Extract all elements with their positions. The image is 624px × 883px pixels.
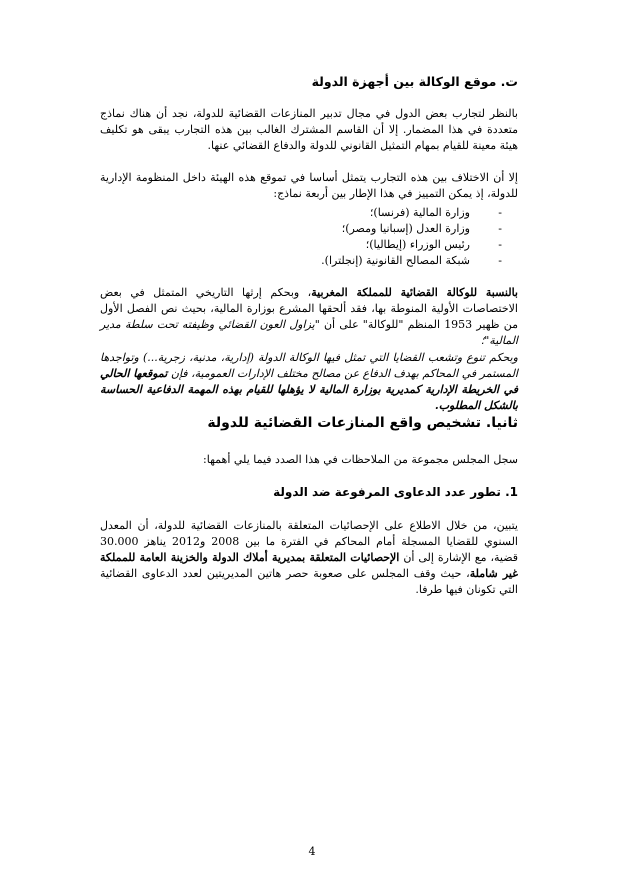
paragraph-intro: بالنظر لتجارب بعض الدول في مجال تدبير المنازعات القضائية للدولة، نجد أن هناك نماذج متعددة في هذا المضمار. إلا أن القاسم المشترك الغالب بين هذه التجارب يبقى هو تكليف هيئة معينة للقيام بمهام التمثيل القانوني للدولة والدفاع القضائي عنها. [100,107,518,152]
list-item: - وزارة المالية (فرنسا)؛ [369,206,502,219]
statistics-highlight: الإحصائيات المتعلقة بمديرية أملاك الدولة والخزينة العامة للمملكة غير شاملة [100,551,518,580]
statistics-text: يتبين، من خلال الاطلاع على الإحصائيات المتعلقة بالمنازعات القضائية للدولة، أن المعدل السنوي للقضايا المسجلة أمام المحاكم في الفترة ما بين 2008 و2012 يناهز 30.000 قضية، مع الإشارة إلى أن [100,519,519,564]
positioning-text: وبحكم تنوع وتشعب القضايا التي تمثل فيها الوكالة الدولة (إدارية، مدنية، زجرية...) وتواجدها المستمر في المحاكم بهدف الدفاع عن مصالح مختلف الإدارات العمومية، فإن [100,351,518,380]
paragraph-observations-intro: سجل المجلس مجموعة من الملاحظات في هذا الصدد فيما يلي أهمها: [203,453,518,466]
list-item: - وزارة العدل (إسبانيا ومصر)؛ [341,222,502,235]
page-number: 4 [308,845,316,858]
paragraph-morocco-agency [100,285,518,349]
section-t-heading: ت. موقع الوكالة بين أجهزة الدولة [311,74,518,89]
dahir-quote: "يزاول العون القضائي وظيفته تحت سلطة مدير المالية"؛ [100,318,518,347]
list-item: - رئيس الوزراء (إيطاليا)؛ [365,238,502,251]
paragraph-positioning [100,350,518,414]
paragraph-models-intro: إلا أن الاختلاف بين هذه التجارب يتمثل أساسا في تموقع هذه الهيئة داخل المنظومة الإدارية للدولة، إذ يمكن التمييز في هذا الإطار بين أربعة نماذج: [100,171,518,200]
statistics-conclusion: ، حيث وقف المجلس على صعوبة حصر هاتين المديريتين لعدد الدعاوى القضائية التي تكونان فيها طرفا. [100,567,518,596]
section-2-heading: ثانيا. تشخيص واقع المنازعات القضائية للدولة [207,415,518,431]
morocco-agency-lead: بالنسبة للوكالة القضائية للمملكة المغربية [311,286,518,299]
list-item: - شبكة المصالح القانونية (إنجلترا). [321,254,502,267]
paragraph-statistics [100,518,518,598]
subsection-1-heading: 1. تطور عدد الدعاوى المرفوعة ضد الدولة [273,485,518,499]
positioning-conclusion: تموقعها الحالي في الخريطة الإدارية كمديرية بوزارة المالية لا يؤهلها للقيام بهذه المهمة الدفاعية الحساسة بالشكل المطلوب. [100,367,518,412]
models-list [100,205,518,269]
morocco-agency-text: ، وبحكم إرثها التاريخي المتمثل في بعض الاختصاصات الأولية المنوطة بها، فقد ألحقها المشرع بوزارة المالية، بحيث نص الفصل الأول من ظهير 1953 المنظم "للوكالة" على أن [100,286,518,331]
